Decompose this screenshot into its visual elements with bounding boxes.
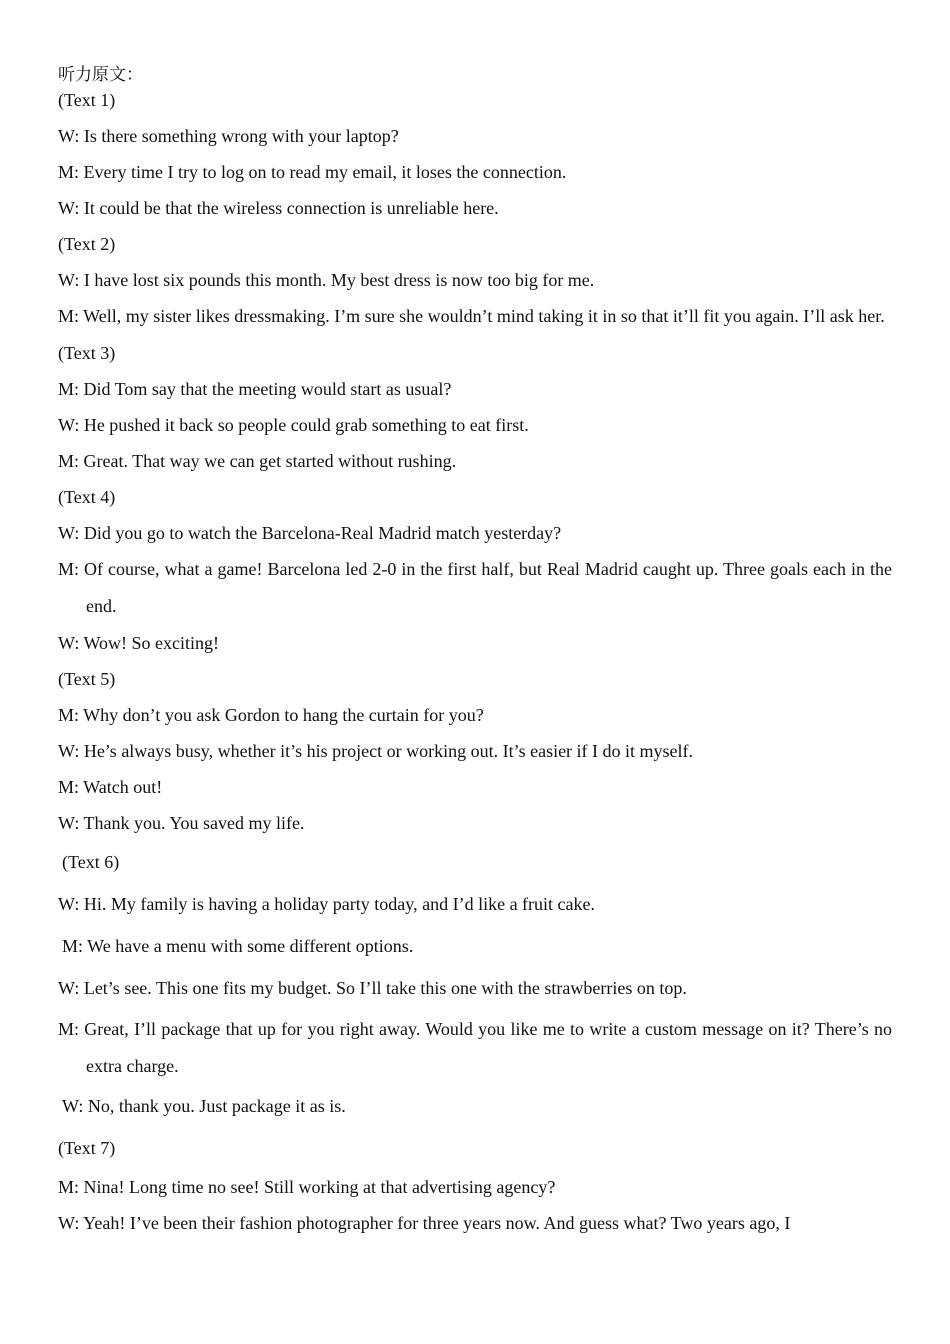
text-4-label: (Text 4) <box>58 487 116 507</box>
dialogue-line: W: No, thank you. Just package it as is. <box>62 1096 346 1116</box>
dialogue-line: M: Of course, what a game! Barcelona led 2-0 in the first half, but Real Madrid caught up. Three goals each in the end. <box>58 559 892 616</box>
transcript-page <box>58 62 892 1242</box>
dialogue-line: M: Great. That way we can get started without rushing. <box>58 451 457 471</box>
dialogue-line: W: It could be that the wireless connection is unreliable here. <box>58 198 499 218</box>
dialogue-line: M: We have a menu with some different options. <box>62 936 414 956</box>
dialogue-line: M: Why don’t you ask Gordon to hang the curtain for you? <box>58 705 484 725</box>
dialogue-line: M: Nina! Long time no see! Still working at that advertising agency? <box>58 1177 556 1197</box>
dialogue-line: W: He’s always busy, whether it’s his project or working out. It’s easier if I do it myself. <box>58 741 694 761</box>
dialogue-line: W: Thank you. You saved my life. <box>58 813 305 833</box>
dialogue-line: W: I have lost six pounds this month. My best dress is now too big for me. <box>58 270 595 290</box>
text-5-label: (Text 5) <box>58 669 116 689</box>
dialogue-line: W: He pushed it back so people could grab something to eat first. <box>58 415 529 435</box>
text-7-label: (Text 7) <box>58 1138 116 1158</box>
text-1-label: (Text 1) <box>58 90 116 110</box>
dialogue-line: W: Wow! So exciting! <box>58 633 220 653</box>
dialogue-line: W: Let’s see. This one fits my budget. So I’ll take this one with the strawberries on top. <box>58 978 687 998</box>
dialogue-line: M: Did Tom say that the meeting would start as usual? <box>58 379 452 399</box>
transcript-heading: 听力原文： <box>58 65 143 85</box>
text-6-label: (Text 6) <box>62 852 120 872</box>
dialogue-line: M: Watch out! <box>58 777 163 797</box>
dialogue-line: W: Is there something wrong with your laptop? <box>58 126 399 146</box>
text-2-label: (Text 2) <box>58 234 116 254</box>
dialogue-line: W: Yeah! I’ve been their fashion photographer for three years now. And guess what? Two years ago, I <box>58 1213 791 1233</box>
dialogue-line: W: Did you go to watch the Barcelona-Real Madrid match yesterday? <box>58 523 562 543</box>
dialogue-line: M: Great, I’ll package that up for you right away. Would you like me to write a custom message on it? There’s no extra charge. <box>58 1019 892 1076</box>
dialogue-line: M: Well, my sister likes dressmaking. I’m sure she wouldn’t mind taking it in so that it’ll fit you again. I’ll ask her. <box>58 306 885 326</box>
dialogue-line: M: Every time I try to log on to read my email, it loses the connection. <box>58 162 567 182</box>
text-3-label: (Text 3) <box>58 343 116 363</box>
dialogue-line: W: Hi. My family is having a holiday party today, and I’d like a fruit cake. <box>58 894 596 914</box>
